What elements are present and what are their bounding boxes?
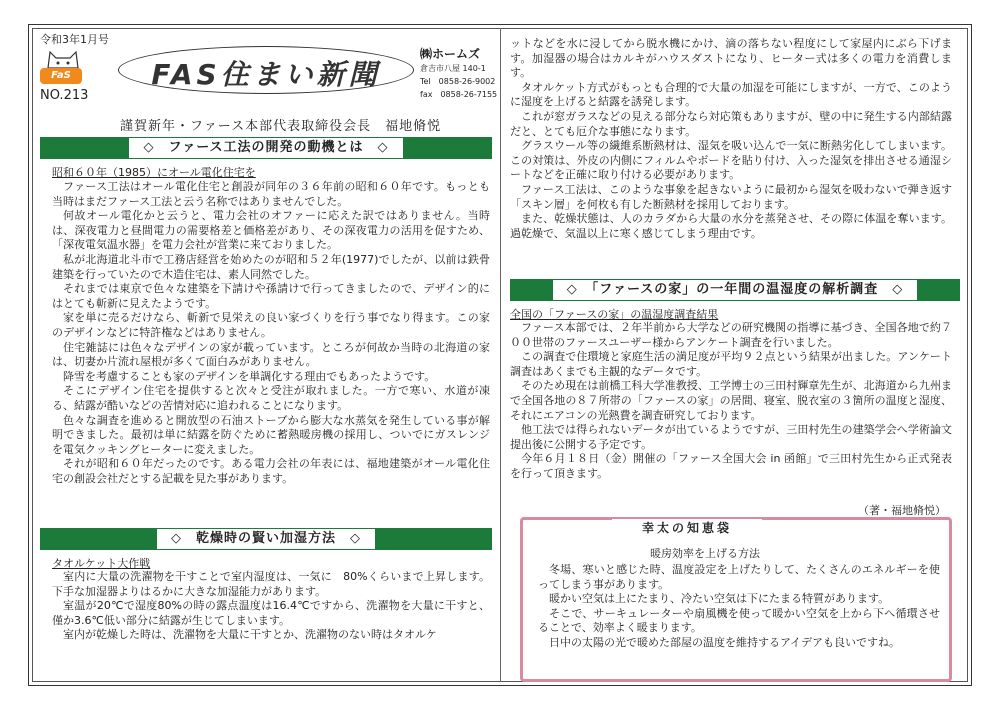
issue-number: NO.213 — [40, 88, 89, 103]
paragraph: 私が北海道北斗市で工務店経営を始めたのが昭和５２年(1977)でしたが、以前は鉄骨建築を行っていたので木造住宅は、素人同然でした。 — [52, 252, 490, 281]
author-signature: （著・福地脩悦） — [858, 504, 946, 517]
paragraph: ファース本部では、２年半前から大学などの研究機関の指導に基づき、全国各地で約７００世帯のファースユーザー様からアンケート調査を行いました。 — [510, 321, 952, 349]
section2-continued — [510, 37, 952, 241]
paragraph: それまでは東京で色々な建築を下請けや孫請けで行ってきましたので、デザイン的にはとても斬新に見えたようです。 — [52, 282, 490, 310]
tips-subtitle: 暖房効率を上げる方法 — [650, 547, 760, 560]
paragraph: ファース工法は、このような事象を起きないように最初から湿気を吸わないで弾き返す「スキン層」を何枚も有した断熱材を採用しております。 — [510, 182, 952, 211]
paragraph: 家を単に売るだけなら、斬新で見栄えの良い家づくりを行う事でなり得ます。この家のデザインなどに特許権などはありません。 — [52, 311, 490, 339]
paragraph: 暖かい空気は上にたまり、冷たい空気は下にたまる特質があります。 — [549, 592, 890, 606]
section2-subheading: タオルケット大作戦 — [52, 557, 151, 570]
masthead-title: FAS住まい新聞 — [151, 58, 381, 91]
paragraph: 色々な調査を進めると開放型の石油ストーブから膨大な水蒸気を発生している事が解明できました。最初は単に結露を防ぐために蓄熱暖房機の採用し、ついでにガスレンジを電気クッキングヒーターに変えました。 — [52, 413, 490, 456]
masthead — [118, 46, 414, 94]
section3-title: ◇ 「ファースの家」の一年間の温湿度の解析調査 ◇ — [553, 280, 918, 300]
section2-heading — [40, 528, 492, 550]
section1-heading — [40, 137, 492, 159]
paragraph: 室温が20℃で湿度80%の時の露点温度は16.4℃ですから、洗濯物を大量に干すと、僅か3.6℃低い部分に結露が生じてしまいます。 — [52, 599, 490, 627]
paragraph: 今年６月１８日（金）開催の「ファース全国大会 in 函館」で三田村先生から正式発表を行って頂きます。 — [510, 452, 952, 480]
paragraph: タオルケット方式がもっとも合理的で大量の加湿を可能にしますが、一方で、このように湿度を上げると結露を誘発します。 — [510, 80, 952, 109]
issue-date: 令和3年1月号 — [40, 33, 109, 46]
paragraph: また、乾燥状態は、人のカラダから大量の水分を蒸発させ、その際に体温を奪います。過乾燥で、気温以上に寒く感じてしまう理由です。 — [510, 212, 952, 240]
cat-logo-icon — [42, 48, 84, 70]
section1-title: ◇ ファース工法の開発の動機とは ◇ — [129, 138, 402, 158]
paragraph: 他工法では得られないデータが出ているようですが、三田村先生の建築学会へ学術論文提出後に公開する予定です。 — [510, 423, 952, 451]
paragraph: 室内が乾燥した時は、洗濯物を大量に干すとか、洗濯物のない時はタオルケ — [63, 628, 437, 642]
section3-subheading: 全国の「ファースの家」の温湿度調査結果 — [510, 308, 719, 321]
logo-text: FaS — [40, 68, 82, 84]
paragraph: ファース工法はオール電化住宅と創設が同年の３６年前の昭和６０年です。もっとも当時はまだファース工法と云う名称ではありませんでした。 — [52, 180, 490, 208]
company-info — [420, 45, 500, 101]
tips-body — [538, 563, 940, 651]
section2-title: ◇ 乾燥時の賢い加湿方法 ◇ — [157, 529, 375, 549]
paragraph: 住宅雑誌には色々なデザインの家が載っています。ところが何故か当時の北海道の家は、切妻か片流れ屋根が多くて面白みがありません。 — [52, 340, 490, 369]
paragraph: グラスウール等の繊維系断熱材は、湿気を吸い込んで一気に断熱劣化してしまいます。この対策は、外皮の内側にフィルムやボードを貼り付け、入った湿気を排出させる通湿シートなどを正確に取り付ける必要があります。 — [510, 139, 952, 182]
section3-heading — [510, 279, 960, 301]
paragraph: ットなどを水に浸してから脱水機にかけ、滴の落ちない程度にして家屋内にぶら下げます。加湿器の場合はカルキがハウスダストになり、ヒーター式は多くの電力を消費します。 — [510, 37, 952, 80]
paragraph: 冬場、寒いと感じた時、温度設定を上げたりして、たくさんのエネルギーを使ってしまう事があります。 — [538, 563, 940, 591]
paragraph: 降雪を考慮することも家のデザインを単調化する理由でもあったようです。 — [63, 369, 436, 383]
greeting-line: 謹賀新年・ファース本部代表取締役会長 福地脩悦 — [120, 119, 442, 134]
paragraph: 室内に大量の洗濯物を干すことで室内湿度は、一気に 80%くらいまで上昇します。下手な加湿器よりはるかに大きな加湿能力があります。 — [52, 570, 490, 598]
tips-title: 幸太の知恵袋 — [612, 519, 762, 536]
company-name: ㈱ホームズ — [420, 47, 481, 61]
company-tel: Tel 0858-26-9002 — [420, 77, 496, 86]
paragraph: 何故オール電化かと云うと、電力会社のオファーに応えた訳ではありません。当時は、深夜電力と昼間電力の需要格差と価格差があり、その深夜電力の活用を促すため、「深夜電気温水器」を電力会社が営業に来ておりました。 — [52, 209, 490, 252]
paragraph: そのため現在は前橋工科大学准教授、工学博士の三田村輝章先生が、北海道から九州まで全国各地の８７所帯の「ファースの家」の居間、寝室、脱衣室の３箇所の温度と湿度、それにエアコンの光熱費を調査研究しております。 — [510, 379, 952, 422]
paragraph: この調査で住環境と家庭生活の満足度が平均９２点という結果が出ました。アンケート調査はあくまでも主観的なデータです。 — [510, 350, 952, 378]
column-divider — [500, 28, 501, 682]
logo — [40, 48, 92, 90]
company-address: 倉吉市八屋 140-1 — [420, 64, 486, 73]
paragraph: これが窓ガラスなどの見える部分なら対応策もありますが、壁の中に発生する内部結露だと、とても厄介な事態になります。 — [510, 109, 952, 138]
paragraph: それが昭和６０年だったのです。ある電力会社の年表には、福地建築がオール電化住宅の創設会社だとする記載を見た事があります。 — [52, 457, 490, 485]
company-fax: fax 0858-26-7155 — [420, 90, 498, 99]
section1-subheading: 昭和６０年（1985）にオール電化住宅を — [52, 166, 256, 179]
paragraph: 日中の太陽の光で暖めた部屋の温度を維持するアイデアも良いですね。 — [549, 635, 901, 649]
paragraph: そこにデザイン住宅を提供すると次々と受注が取れました。一方で寒い、水道が凍る、結露が酷いなどの苦情対応に追われることになります。 — [52, 384, 490, 412]
paragraph: そこで、サーキュレーターや扇風機を使って暖かい空気を上から下へ循環させることで、効率よく暖まります。 — [538, 606, 940, 635]
section2-body — [52, 570, 490, 643]
section3-body — [510, 321, 952, 482]
section1-body — [52, 180, 490, 486]
